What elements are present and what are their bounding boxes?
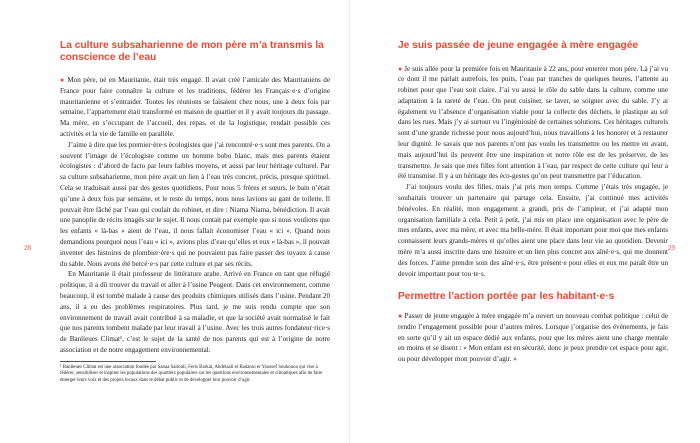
bullet-icon: ● xyxy=(398,64,403,73)
right-text-column xyxy=(398,40,668,365)
paragraph: ● Mon père, né en Mauritanie, était très engagé. Il avait créé l’amicale des Mauritaniens de France pour faire connaître la culture et les traditions, fédérer les Français·e·s d’origine mauritanienne et s’entraider. Toutes les réunions se faisaient chez nous, une à deux fois par semaine, l’appartement était transformé en maison de quartier et il y avait toujours du passage. Ma mère, en s’occupant de l’accueil, des repas, et de la logistique, rendait possible ces activités et la vie de famille en parallèle. xyxy=(60,76,330,138)
section-heading: Permettre l’action portée par les habitant·e·s xyxy=(398,291,615,303)
paragraph: J’aime à dire que les premier·ère·s écologistes que j’ai rencontré·e·s sont mes parents. On a souvent l’image de l’écologiste comme un homme bobo blanc, mais mes parents étaient écologistes : d’abord de facto par leurs faibles moyens, et aussi par leur héritage culturel. Par sa culture subsaharienne, mon père avait un lien à l’eau très concret, précis, presque spirituel. Cela se traduisait aussi par des gestes quotidiens. Pour nous 5 frères et sœurs, le bain n’était qu’une à deux fois par semaine, et le reste du temps, nous nous lavions au gant de toilette. Il pouvait être fâché par l’eau qui coulait du robinet, et dire : Niama Niama, bénédiction. Il avait une panoplie de récits imagés sur le sujet. Il nous contait par exemple que si nous voulions que les enfants « là-bas » aient de l’eau, il nous fallait économiser l’eau « ici ». Quand nous demandions pourquoi nous l’eau « ici », avions plus d’eau qu’elles et eux « là-bas », il pouvait inventer des histoires de plombier·ère·s qui ne pouvaient pas faire passer des tuyaux à cause du sable. Nous avons été bercé·e·s par cette culture et par ses récits. xyxy=(60,140,330,268)
right-page xyxy=(350,0,700,443)
paragraph: ● Passer de jeune engagée à mère engagée m’a ouvert un nouveau combat politique : celui de rendre l’engagement possible pour d’autres mères. Lorsque j’organise des événements, je fais en sorte qu’il y ait un espace dédié aux enfants, pour que les mères aient une charge mentale en moins et se disent : « Mon enfant est en sécurité, donc je peux prendre cet espace pour agir, ou pour développer mon pouvoir d’agir. » xyxy=(398,311,668,364)
bullet-icon: ● xyxy=(398,311,403,320)
footnote: ¹ Banlieues Climat est une association fondée par Sanaa Saitouli, Feris Barkat, Abdelaali el Badaoui et Youssef Soukouna qui vise à fédérer, sensibiliser et inspirer les populations des quartiers populaires sur les questions environnementales et climatiques afin de faire émerger leurs voix et des projets locaux dans le débat public et de développer leur pouvoir d’agir. xyxy=(60,364,323,383)
page-number: 28 xyxy=(24,244,31,252)
section-heading: Je suis passée de jeune engagée à mère engagée xyxy=(398,40,639,51)
section-two xyxy=(398,291,668,364)
paragraph: ● Je suis allée pour la première fois en Mauritanie à 22 ans, pour enterrer mon père. Là j’ai vu ce dont il me parlait autrefois, les puits, l’eau par tranches de quelques heures, l’attente au robinet pour que l’eau soit claire. J’ai vu aussi le rôle du sable dans la culture, comme une adaptation à la rareté de l’eau. On peut cuisiner, se laver, se soigner avec du sable. J’y ai également vu l’absence d’organisation viable pour la collecte des déchets, le plastique au sol dans les rues. Mais j’y ai surtout vu l’ingéniosité de certaines solutions. Ces héritages culturels sont d’une grande richesse pour nous aujourd’hui, nous travaillons à les honorer et à restaurer leur dignité. Je savais que nos parents n’ont pas voulu les transmettre ou les mettre en avant, mais aujourd’hui ils peuvent être une inspiration et notre rôle est de les préserver, de les transmettre. Je sais que mes filles font attention à l’eau, par respect de cette culture qui leur a été transmise. Il y a un héritage des éco-gestes qu’on peut transmettre par l’éducation. xyxy=(398,64,669,181)
paragraph: En Mauritanie il était professeur de littérature arabe. Arrivé en France en tant que réfugié politique, il a dû trouver du travail et aller à l’usine Peugeot. Dans cet environnement, comme beaucoup, il est tombé malade à cause des produits chimiques utilisés dans l’usine. Pendant 20 ans, il a eu des problèmes respiratoires. Plus tard, je me suis rendu compte que son environnement de travail avait contribué à sa maladie, et que la société avait normalisé le fait que nos parents tombent malade par leur travail à l’usine. Avec les trois autres fondateur·rice·s de Banlieues Climat¹, c’est le sujet de la santé de nos parents qui est à l’origine de notre association et de notre engagement environnemental. xyxy=(60,270,330,354)
left-text-column xyxy=(60,40,330,384)
footnote-divider xyxy=(60,361,156,362)
paragraph: J’ai toujours voulu des filles, mais j’ai pris mon temps. Comme j’étais très engagée, je souhaitais trouver un partenaire qui partage cela. Ensuite, j’ai continué mes activités bénévoles. En réalité, mon engagement a grandi, pris de l’ampleur, et j’ai adapté mon organisation familiale à cela. Petit à petit, j’ai mis en place une organisation avec le père de mes enfants, avec ma mère, et avec ma belle-mère. Il était important pour moi que mes enfants connaissent leurs grands-mères et qu’elles aient une place dans leur vie au quotidien. Devenir mère m’a aussi inscrite dans une histoire et un lien plus concret aux aîné·e·s, qui me donnent des forces. J’aime prendre soin des aîné·e·s, être présent·e pour elles et eux me paraît être un devoir important pour tou·te·s. xyxy=(398,183,668,278)
page-number: 29 xyxy=(668,244,675,252)
bullet-icon: ● xyxy=(60,76,65,84)
section-heading: La culture subsaharienne de mon père m’a transmis la conscience de l’eau xyxy=(60,40,324,63)
